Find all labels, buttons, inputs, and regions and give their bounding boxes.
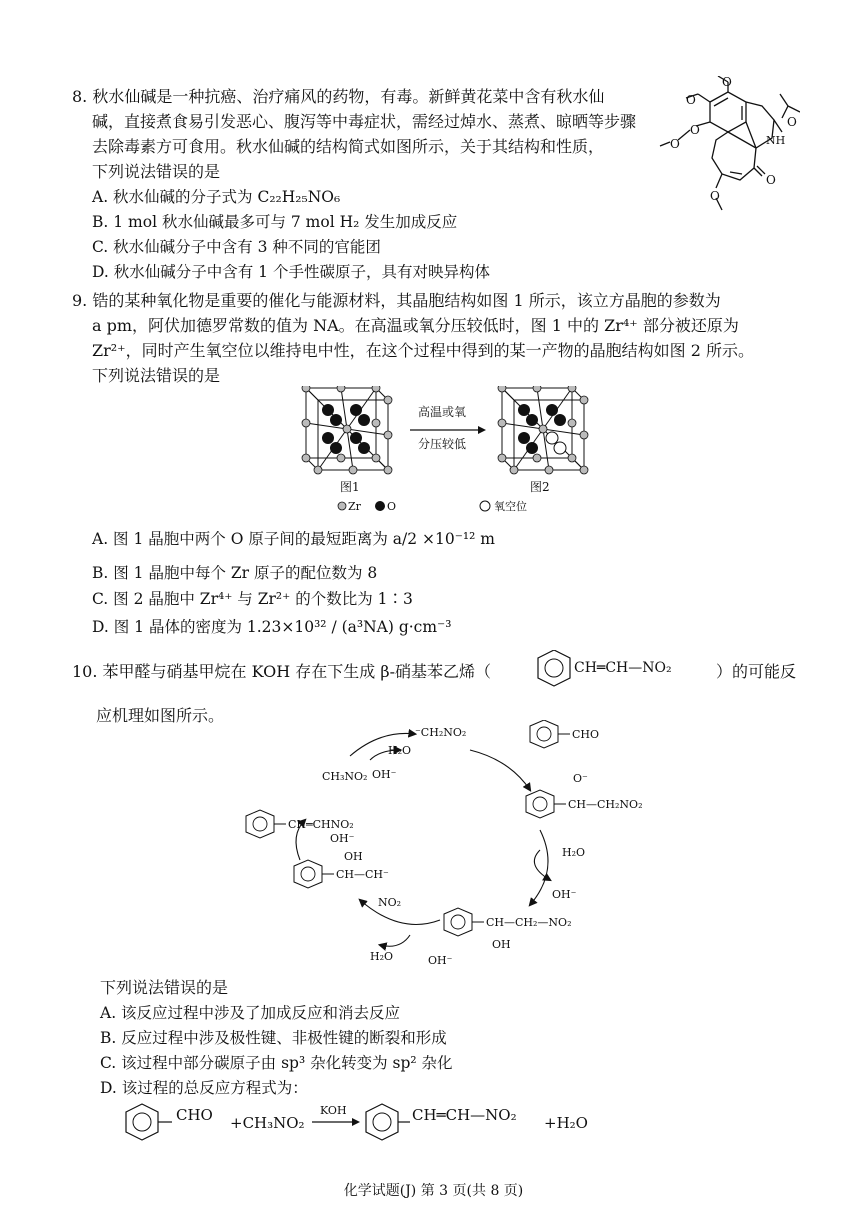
h2o-right: H₂O bbox=[562, 846, 586, 859]
eq-chain: CH═CH—NO₂ bbox=[412, 1106, 517, 1124]
legend-o: O bbox=[387, 500, 397, 513]
q9-option-d: D. 图 1 晶体的密度为 1.23×10³² / (a³NA) g·cm⁻³ bbox=[92, 618, 452, 636]
benzene-ring-inline bbox=[528, 650, 574, 694]
h2o-top: H₂O bbox=[388, 744, 412, 757]
q8-option-c: C. 秋水仙碱分子中含有 3 种不同的官能团 bbox=[92, 238, 381, 256]
oh-bottom: OH⁻ bbox=[428, 954, 453, 967]
q9-option-a: A. 图 1 晶胞中两个 O 原子间的最短距离为 a/2 ×10⁻¹² m bbox=[92, 530, 495, 548]
q8-line-3: 去除毒素方可食用。秋水仙碱的结构简式如图所示，关于其结构和性质， bbox=[92, 137, 605, 156]
page-footer: 化学试题(J) 第 3 页(共 8 页) bbox=[343, 1183, 524, 1199]
fig2-label: 图2 bbox=[530, 480, 550, 494]
oh-right: OH⁻ bbox=[552, 888, 577, 901]
arrow-label-1: 高温或氧 bbox=[418, 405, 467, 419]
q9-option-c: C. 图 2 晶胞中 Zr⁴⁺ 与 Zr²⁺ 的个数比为 1∶3 bbox=[92, 590, 413, 608]
q10-line-1b: ）的可能反 bbox=[716, 662, 797, 681]
q10-lead: 下列说法错误的是 bbox=[100, 978, 229, 997]
ch3no2: CH₃NO₂ bbox=[322, 770, 368, 783]
q9-line-4: 下列说法错误的是 bbox=[92, 366, 221, 385]
arrow-label-2: 分压较低 bbox=[418, 437, 467, 451]
q8-option-b: B. 1 mol 秋水仙碱最多可与 7 mol H₂ 发生加成反应 bbox=[92, 213, 458, 231]
o-label-5: O bbox=[787, 115, 797, 129]
mech-cho: CHO bbox=[572, 728, 600, 741]
eq-plus-h2o: +H₂O bbox=[544, 1114, 588, 1132]
q9-option-b: B. 图 1 晶胞中每个 Zr 原子的配位数为 8 bbox=[92, 564, 378, 582]
q10-line-1a: 10. 苯甲醛与硝基甲烷在 KOH 存在下生成 β-硝基苯乙烯（ bbox=[72, 662, 492, 681]
oh-top: OH⁻ bbox=[372, 768, 397, 781]
ch2no2-anion: ⁻CH₂NO₂ bbox=[415, 726, 467, 739]
q9-line-1: 9. 锆的某种氧化物是重要的催化与能源材料，其晶胞结构如图 1 所示，该立方晶胞的参数为 bbox=[72, 291, 721, 310]
o-minus: O⁻ bbox=[573, 772, 588, 785]
q10-option-c: C. 该过程中部分碳原子由 sp³ 杂化转变为 sp² 杂化 bbox=[100, 1054, 453, 1072]
oh-group: OH bbox=[492, 938, 511, 951]
q8-option-a: A. 秋水仙碱的分子式为 C₂₂H₂₅NO₆ bbox=[92, 188, 341, 206]
h2o-bottom: H₂O bbox=[370, 950, 394, 963]
cell-1 bbox=[302, 386, 392, 494]
eq-koh: KOH bbox=[320, 1104, 347, 1117]
fig1-label: 图1 bbox=[340, 480, 360, 494]
eq-plus-ch3no2: +CH₃NO₂ bbox=[230, 1114, 305, 1132]
legend-vacancy: 氧空位 bbox=[494, 500, 527, 513]
q10-option-b: B. 反应过程中涉及极性键、非极性键的断裂和形成 bbox=[100, 1029, 447, 1047]
q9-line-3: Zr²⁺，同时产生氧空位以维持电中性，在这个过程中得到的某一产物的晶胞结构如图 2 所示。 bbox=[92, 341, 754, 360]
q8-option-d: D. 秋水仙碱分子中含有 1 个手性碳原子，具有对映异构体 bbox=[92, 263, 490, 281]
q10-option-d: D. 该过程的总反应方程式为： bbox=[100, 1079, 308, 1097]
q10-option-a: A. 该反应过程中涉及了加成反应和消去反应 bbox=[100, 1004, 401, 1022]
product-chain: CH═CHNO₂ bbox=[288, 818, 354, 831]
product-oh: OH⁻ bbox=[330, 832, 355, 845]
q9-line-2: a pm，阿伏加德罗常数的值为 NA。在高温或氧分压较低时，图 1 中的 Zr⁴⁺ 部分被还原为 bbox=[92, 316, 739, 335]
left-no2: NO₂ bbox=[378, 896, 402, 909]
inline-chain: CH═CH—NO₂ bbox=[574, 660, 672, 676]
legend-zr: Zr bbox=[348, 500, 361, 513]
o-label-7: O bbox=[710, 189, 720, 203]
left-oh: OH bbox=[344, 850, 363, 863]
colchicine-structure bbox=[650, 76, 800, 236]
o-label-6: O bbox=[766, 173, 776, 187]
ch-ch2no2: CH—CH₂NO₂ bbox=[568, 798, 643, 811]
ch-ch2-no2: CH—CH₂—NO₂ bbox=[486, 916, 572, 929]
left-ch-ch: CH—CH⁻ bbox=[336, 868, 389, 881]
q10-line-2: 应机理如图所示。 bbox=[96, 706, 225, 725]
crystal-figure bbox=[300, 386, 600, 516]
o-label-4: O bbox=[722, 76, 732, 89]
o-label-3: O bbox=[670, 137, 680, 151]
o-label-2: O bbox=[686, 93, 696, 107]
q8-line-2: 碱，直接煮食易引发恶心、腹泻等中毒症状，需经过焯水、蒸煮、晾晒等步骤 bbox=[92, 112, 637, 131]
cell-2 bbox=[498, 386, 588, 494]
eq-cho: CHO bbox=[176, 1106, 213, 1124]
mechanism-diagram bbox=[230, 720, 660, 970]
overall-equation bbox=[120, 1098, 640, 1150]
o-label-1: O bbox=[690, 123, 700, 137]
q8-line-1: 8. 秋水仙碱是一种抗癌、治疗痛风的药物，有毒。新鲜黄花菜中含有秋水仙 bbox=[72, 87, 605, 106]
q8-line-4: 下列说法错误的是 bbox=[92, 162, 221, 181]
nh-label: NH bbox=[766, 134, 786, 147]
